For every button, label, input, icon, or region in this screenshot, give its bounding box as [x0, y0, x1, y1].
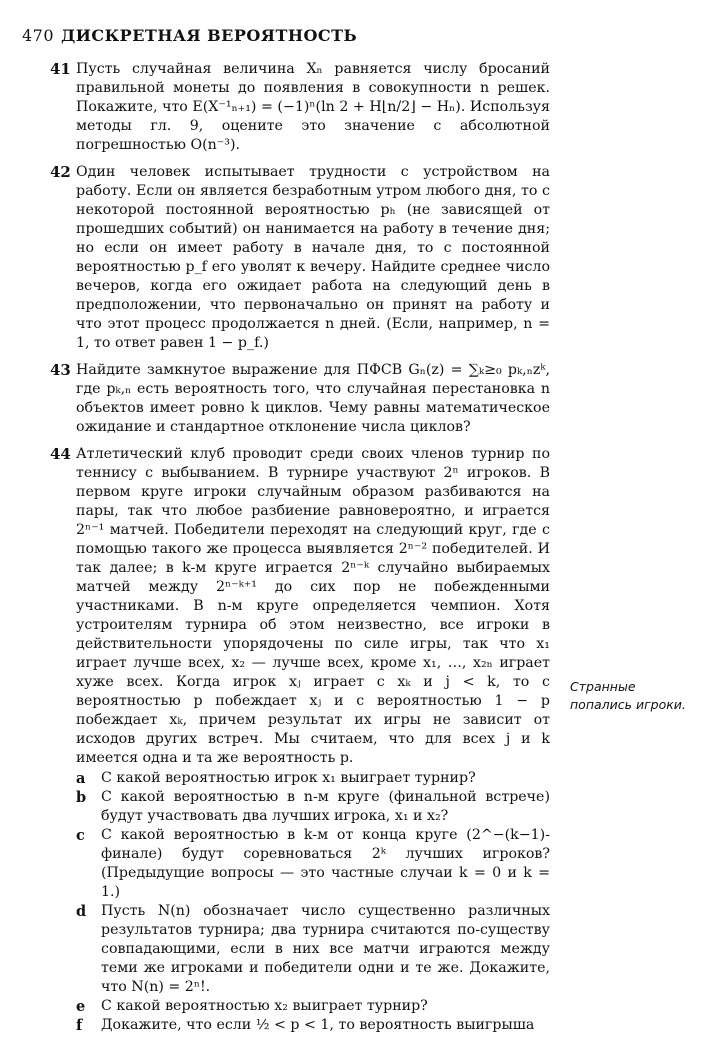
- problem-list: [0, 60, 703, 1043]
- problem-42: [0, 163, 703, 353]
- sub-question-text: Пусть N(n) обозначает число существенно различных результатов турнира; два турнира считаются по-существу совпадающими, если в них все матчи играются между теми же игроками и победители одни и те же. Докажите, что N(n) = 2ⁿ!.: [101, 903, 550, 995]
- problem-41: [0, 60, 703, 155]
- sub-question-text: С какой вероятностью игрок x₁ выиграет турнир?: [101, 770, 476, 786]
- problem-text: Пусть случайная величина Xₙ равняется числу бросаний правильной монеты до появления в совокупности n решек. Покажите, что E(X⁻¹ₙ₊₁) = (−1)ⁿ(ln 2 + H⌊n/2⌋ − Hₙ). Используя методы гл. 9, оцените это значение с абсолютной погрешностью O(n⁻³).: [76, 61, 550, 153]
- sub-question-f: [0, 1016, 703, 1035]
- problem-number: 41: [50, 60, 71, 78]
- problem-text: Атлетический клуб проводит среди своих членов турнир по теннису с выбыванием. В турнире участвуют 2ⁿ игроков. В первом круге игроки случайным образом разбиваются на пары, так что любое разбиение равновероятно, и играется 2ⁿ⁻¹ матчей. Победители переходят на следующий круг, где с помощью такого же процесса выявляется 2ⁿ⁻² победителей. И так далее; в k-м круге играется 2ⁿ⁻ᵏ случайно выбираемых матчей между 2ⁿ⁻ᵏ⁺¹ до сих пор не побежденными участниками. В n-м круге определяется чемпион. Хотя устроителям турнира об этом неизвестно, все игроки в действительности упорядочены по силе игры, так что x₁ играет лучше всех, x₂ — лучше всех, кроме x₁, …, x₂ₙ играет хуже всех. Когда игрок xⱼ играет с xₖ и j < k, то с вероятностью p побеждает xⱼ и с вероятностью 1 − p побеждает xₖ, причем результат их игры не зависит от исходов других встреч. Мы считаем, что для всех j и k имеется одна и та же вероятность p.: [76, 446, 550, 766]
- margin-note: Странные попались игроки.: [570, 679, 686, 712]
- problem-number: 42: [50, 163, 71, 181]
- problem-number: 43: [50, 361, 71, 379]
- sub-questions: [0, 769, 703, 1035]
- sub-question-text: С какой вероятностью в k-м от конца круге (2^−(k−1)-финале) будут соревноваться 2ᵏ лучших игроков? (Предыдущие вопросы — это частные случаи k = 0 и k = 1.): [101, 827, 550, 900]
- sub-question-a: [0, 769, 703, 788]
- sub-question-label: a: [76, 770, 86, 787]
- sub-question-text: С какой вероятностью x₂ выиграет турнир?: [101, 998, 428, 1014]
- sub-question-label: d: [76, 903, 87, 920]
- sub-question-label: b: [76, 789, 87, 806]
- problem-number: 44: [50, 445, 71, 463]
- page-header: [22, 26, 357, 45]
- chapter-title: ДИСКРЕТНАЯ ВЕРОЯТНОСТЬ: [61, 26, 358, 45]
- sub-question-label: c: [76, 827, 85, 844]
- sub-question-text: С какой вероятностью в n-м круге (финальной встрече) будут участвовать два лучших игрока, x₁ и x₂?: [101, 789, 550, 824]
- sub-question-text: Докажите, что если ½ < p < 1, то вероятность выигрыша: [101, 1017, 535, 1033]
- problem-43: [0, 361, 703, 437]
- problem-text: Найдите замкнутое выражение для ПФСВ Gₙ(z) = ∑ₖ≥₀ pₖ,ₙzᵏ, где pₖ,ₙ есть вероятность того, что случайная перестановка n объектов имеет ровно k циклов. Чему равны математическое ожидание и стандартное отклонение числа циклов?: [76, 362, 550, 435]
- sub-question-label: e: [76, 998, 86, 1015]
- page-number: 470: [22, 26, 55, 45]
- problem-text: Один человек испытывает трудности с устройством на работу. Если он является безработным утром любого дня, то с некоторой постоянной вероятностью pₕ (не зависящей от прошедших событий) он нанимается на работу в течение дня; но если он имеет работу в начале дня, то с постоянной вероятностью p_f его уволят к вечеру. Найдите среднее число вечеров, когда его ожидает работа на следующий день в предположении, что первоначально он принят на работу и что этот процесс продолжается n дней. (Если, например, n = 1, то ответ равен 1 − p_f.): [76, 164, 550, 351]
- problem-44: [0, 445, 703, 1035]
- sub-question-c: [0, 826, 703, 902]
- sub-question-d: [0, 902, 703, 997]
- sub-question-label: f: [76, 1017, 83, 1034]
- sub-question-b: [0, 788, 703, 826]
